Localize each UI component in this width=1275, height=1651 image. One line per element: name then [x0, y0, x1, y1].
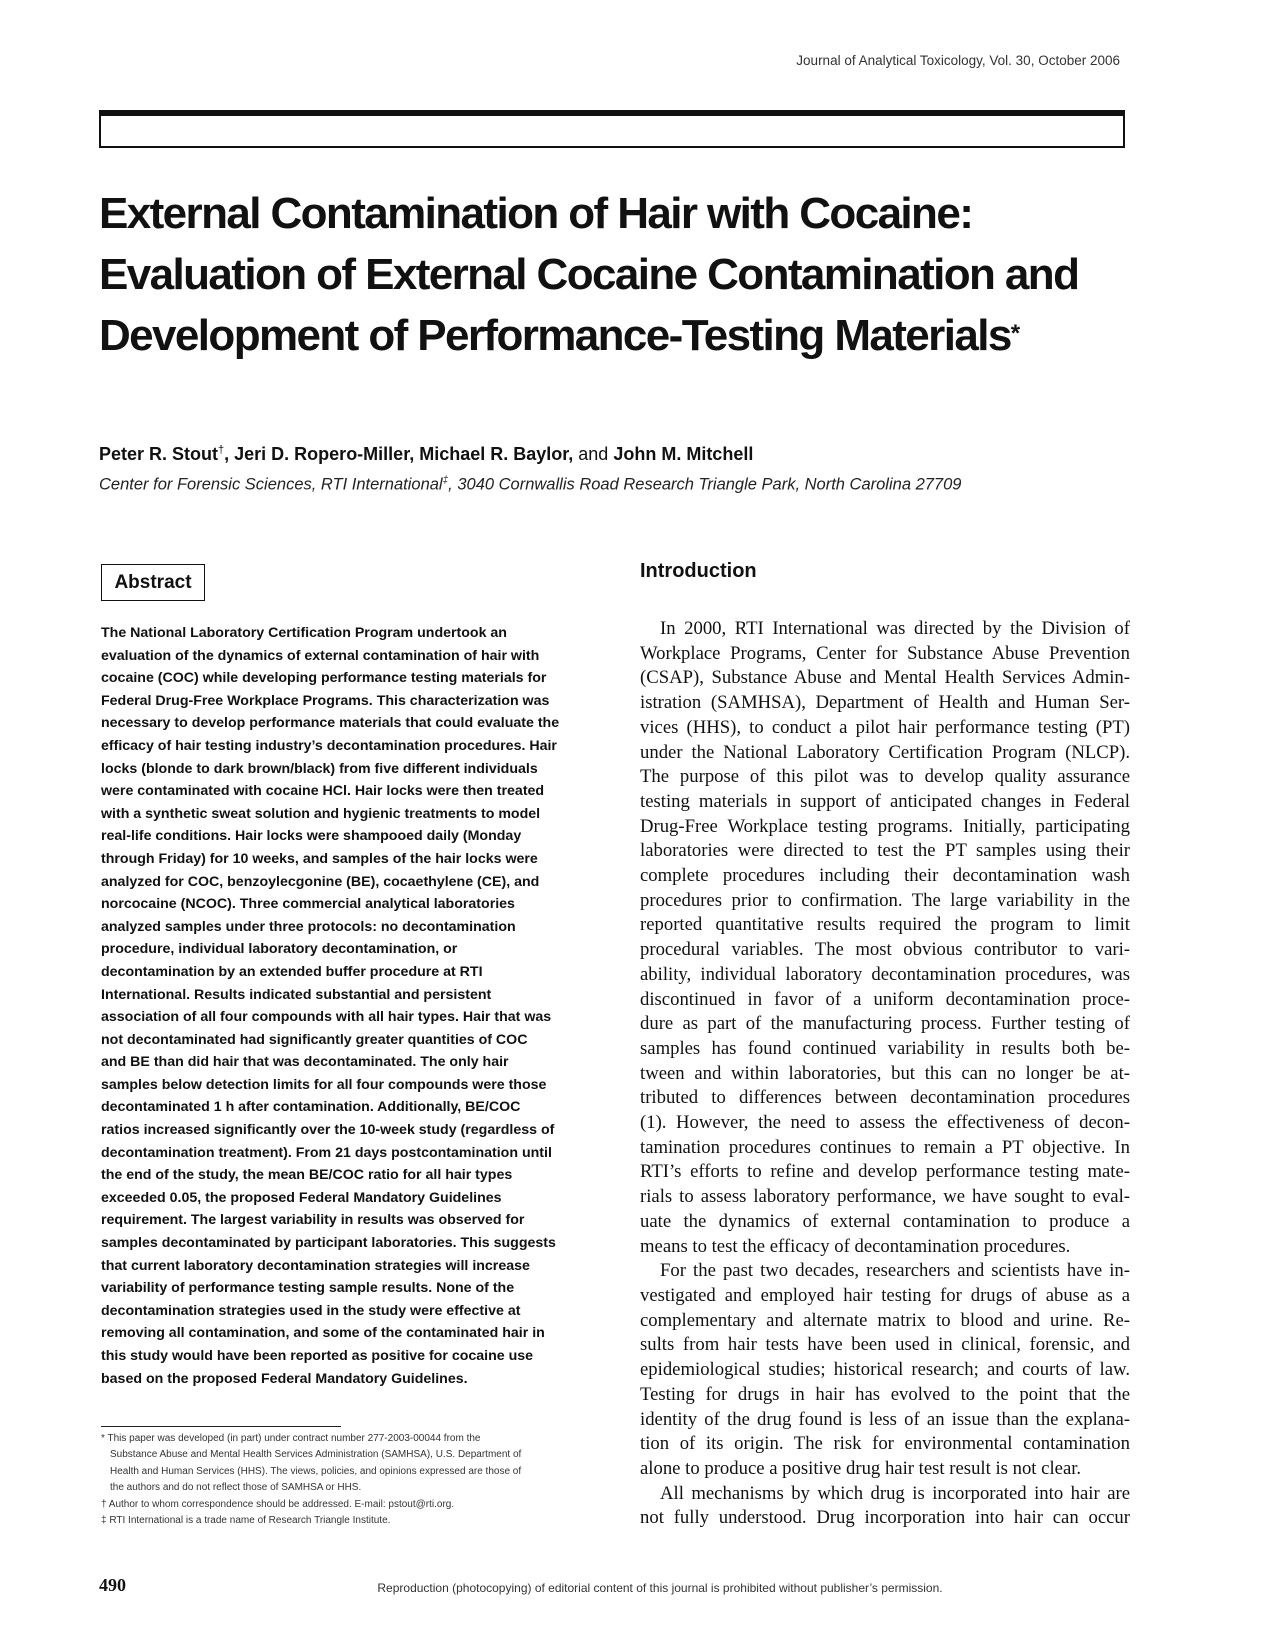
footnotes [101, 1431, 593, 1529]
article-title [99, 183, 1139, 366]
footnote-line: † Author to whom correspondence should be addressed. E-mail: pstout@rti.org. [101, 1498, 455, 1510]
abstract-body [101, 622, 593, 1390]
abstract-line: real-life conditions. Hair locks were shampooed daily (Monday [101, 828, 522, 845]
introduction-line: All mechanisms by which drug is incorporated into hair are [660, 1482, 1130, 1504]
abstract-line: samples below detection limits for all four compounds were those [101, 1076, 547, 1093]
introduction-line: In 2000, RTI International was directed by the Division of [660, 618, 1130, 639]
abstract-line: through Friday) for 10 weeks, and samples of the hair locks were [101, 850, 538, 867]
introduction-line: uate the dynamics of external contamination to produce a [640, 1210, 1130, 1232]
abstract-line: requirement. The largest variability in results was observed for [101, 1212, 525, 1229]
introduction-line: Drug-Free Workplace testing programs. Initially, participating [640, 815, 1130, 837]
abstract-line: with a synthetic sweat solution and hygienic treatments to model [101, 805, 541, 822]
introduction-line: under the National Laboratory Certification Program (NLCP). [640, 741, 1130, 763]
footnote-line: Substance Abuse and Mental Health Services Administration (SAMHSA), U.S. Department of [110, 1449, 522, 1461]
footnote-line: ‡ RTI International is a trade name of Research Triangle Institute. [101, 1515, 391, 1527]
affiliation-part: Center for Forensic Sciences, RTI International [99, 475, 443, 494]
author-separator: , [224, 444, 235, 464]
introduction-line: vices (HHS), to conduct a pilot hair performance testing (PT) [640, 716, 1130, 738]
author-name: Michael R. Baylor, [419, 444, 574, 464]
abstract-line: decontamination by an extended buffer procedure at RTI [101, 963, 483, 980]
introduction-line: Testing for drugs in hair has evolved to the point that the [640, 1383, 1130, 1405]
introduction-line: (CSAP), Substance Abuse and Mental Health Services Admin- [640, 667, 1130, 689]
running-head: Journal of Analytical Toxicology, Vol. 30, October 2006 [796, 53, 1120, 68]
introduction-line: not fully understood. Drug incorporation into hair can occur [640, 1507, 1130, 1529]
author-name: Peter R. Stout [99, 444, 219, 464]
introduction-line: tween and within laboratories, but this can no longer be at- [640, 1062, 1130, 1084]
abstract-line: the end of the study, the mean BE/COC ratio for all hair types [101, 1167, 513, 1184]
introduction-line: tributed to differences between decontamination procedures [640, 1087, 1130, 1109]
introduction-line: dure as part of the manufacturing process. Further testing of [640, 1013, 1130, 1035]
footnote-line: * This paper was developed (in part) under contract number 277-2003-00044 from the [101, 1433, 481, 1444]
abstract-line: exceeded 0.05, the proposed Federal Mandatory Guidelines [101, 1189, 502, 1206]
affiliation-part: , 3040 Cornwallis Road Research Triangle Park, North Carolina 27709 [448, 475, 962, 494]
introduction-body [640, 617, 1130, 1531]
abstract-line: and BE than did hair that was decontaminated. The only hair [101, 1054, 509, 1071]
introduction-line: identity of the drug found is less of an issue than the explana- [640, 1408, 1130, 1430]
footnote-divider [101, 1426, 341, 1427]
introduction-line: vestigated and employed hair testing for drugs of abuse as a [640, 1284, 1130, 1306]
affiliation-footnote-mark: ‡ [442, 475, 449, 486]
introduction-line: procedures prior to confirmation. The large variability in the [640, 889, 1130, 911]
abstract-line: The National Laboratory Certification Program undertook an [101, 625, 507, 641]
author-conjunction: and [573, 444, 614, 464]
author-list [99, 444, 1139, 465]
header-rule-box [99, 110, 1125, 148]
title-line: Evaluation of External Cocaine Contamination and [99, 250, 1079, 299]
introduction-line: ability, individual laboratory decontamination procedures, was [640, 963, 1130, 985]
introduction-line: RTI’s efforts to refine and develop performance testing mate- [640, 1161, 1130, 1183]
abstract-line: based on the proposed Federal Mandatory Guidelines. [101, 1370, 468, 1387]
author-footnote-mark: † [218, 444, 225, 456]
abstract-line: decontamination treatment). From 21 days postcontamination until [101, 1144, 552, 1161]
abstract-line: decontamination strategies used in the study were effective at [101, 1302, 521, 1319]
introduction-line: discontinued in favor of a uniform decontamination proce- [640, 988, 1130, 1010]
introduction-heading: Introduction [640, 560, 757, 582]
abstract-line: analyzed for COC, benzoylecgonine (BE), cocaethylene (CE), and [101, 873, 540, 890]
abstract-line: evaluation of the dynamics of external contamination of hair with [101, 647, 540, 664]
abstract-line: norcocaine (NCOC). Three commercial analytical laboratories [101, 896, 515, 913]
introduction-line: means to test the efficacy of decontamination procedures. [640, 1235, 1071, 1257]
title-footnote-mark: * [1010, 320, 1021, 347]
introduction-line: (1). However, the need to assess the effectiveness of decon- [640, 1112, 1130, 1134]
footnote-line: the authors and do not reflect those of SAMHSA or HHS. [110, 1482, 362, 1494]
abstract-line: analyzed samples under three protocols: no decontamination [101, 918, 516, 935]
abstract-line: association of all four compounds with all hair types. Hair that was [101, 1009, 552, 1026]
abstract-line: ratios increased significantly over the 10-week study (regardless of [101, 1122, 555, 1139]
introduction-line: procedural variables. The most obvious contributor to vari- [640, 939, 1130, 961]
abstract-line: Federal Drug-Free Workplace Programs. This characterization was [101, 692, 550, 709]
abstract-line: International. Results indicated substantial and persistent [101, 986, 492, 1003]
abstract-line: necessary to develop performance materials that could evaluate the [101, 715, 560, 732]
introduction-line: complete procedures including their decontamination wash [640, 865, 1130, 887]
introduction-line: The purpose of this pilot was to develop quality assurance [640, 766, 1130, 788]
abstract-line: efficacy of hair testing industry’s decontamination procedures. Hair [101, 737, 557, 754]
introduction-line: For the past two decades, researchers and scientists have in- [660, 1260, 1130, 1282]
abstract-line: cocaine (COC) while developing performance testing materials for [101, 670, 547, 687]
abstract-line: not decontaminated had significantly greater quantities of COC [101, 1031, 528, 1048]
affiliation [99, 475, 1159, 495]
abstract-line: were contaminated with cocaine HCl. Hair locks were then treated [101, 783, 545, 800]
footnote-line: Health and Human Services (HHS). The views, policies, and opinions expressed are those of [110, 1465, 522, 1477]
author-separator: , [409, 444, 420, 464]
abstract-line: procedure, individual laboratory decontamination, or [101, 941, 458, 958]
introduction-line: testing materials in support of anticipated changes in Federal [640, 790, 1130, 812]
author-name: John M. Mitchell [613, 444, 754, 464]
introduction-line: reported quantitative results required the program to limit [640, 914, 1130, 936]
abstract-line: this study would have been reported as positive for cocaine use [101, 1348, 534, 1364]
title-line: External Contamination of Hair with Cocaine: [99, 189, 973, 238]
introduction-line: samples has found continued variability in results both be- [640, 1037, 1130, 1059]
abstract-heading: Abstract [101, 564, 205, 601]
abstract-line: locks (blonde to dark brown/black) from five different individuals [101, 760, 538, 777]
introduction-line: alone to produce a positive drug hair test result is not clear. [640, 1457, 1082, 1479]
title-line [99, 305, 1139, 366]
introduction-line: Workplace Programs, Center for Substance Abuse Prevention [640, 642, 1130, 664]
copyright-notice: Reproduction (photocopying) of editorial content of this journal is prohibited without publisher’s permission. [377, 1581, 943, 1595]
introduction-line: istration (SAMHSA), Department of Health and Human Ser- [640, 692, 1130, 714]
author-name: Jeri D. Ropero-Miller [234, 444, 410, 464]
title-line-text: Development of Performance-Testing Materials [99, 311, 1011, 360]
introduction-line: laboratories were directed to test the PT samples using their [640, 840, 1130, 862]
abstract-line: that current laboratory decontamination strategies will increase [101, 1257, 530, 1274]
introduction-line: rials to assess laboratory performance, we have sought to eval- [640, 1186, 1130, 1208]
introduction-line: epidemiological studies; historical research; and courts of law. [640, 1359, 1130, 1381]
abstract-line: removing all contamination, and some of the contaminated hair in [101, 1325, 545, 1342]
abstract-line: decontaminated 1 h after contamination. Additionally, BE/COC [101, 1099, 521, 1116]
introduction-line: sults from hair tests have been used in clinical, forensic, and [640, 1334, 1130, 1356]
abstract-line: samples decontaminated by participant laboratories. This suggests [101, 1235, 556, 1252]
introduction-line: tion of its origin. The risk for environmental contamination [640, 1433, 1130, 1455]
page-number: 490 [99, 1575, 126, 1595]
introduction-line: complementary and alternate matrix to blood and urine. Re- [640, 1309, 1130, 1331]
abstract-line: variability of performance testing sample results. None of the [101, 1280, 515, 1297]
introduction-line: tamination procedures continues to remain a PT objective. In [640, 1136, 1130, 1158]
